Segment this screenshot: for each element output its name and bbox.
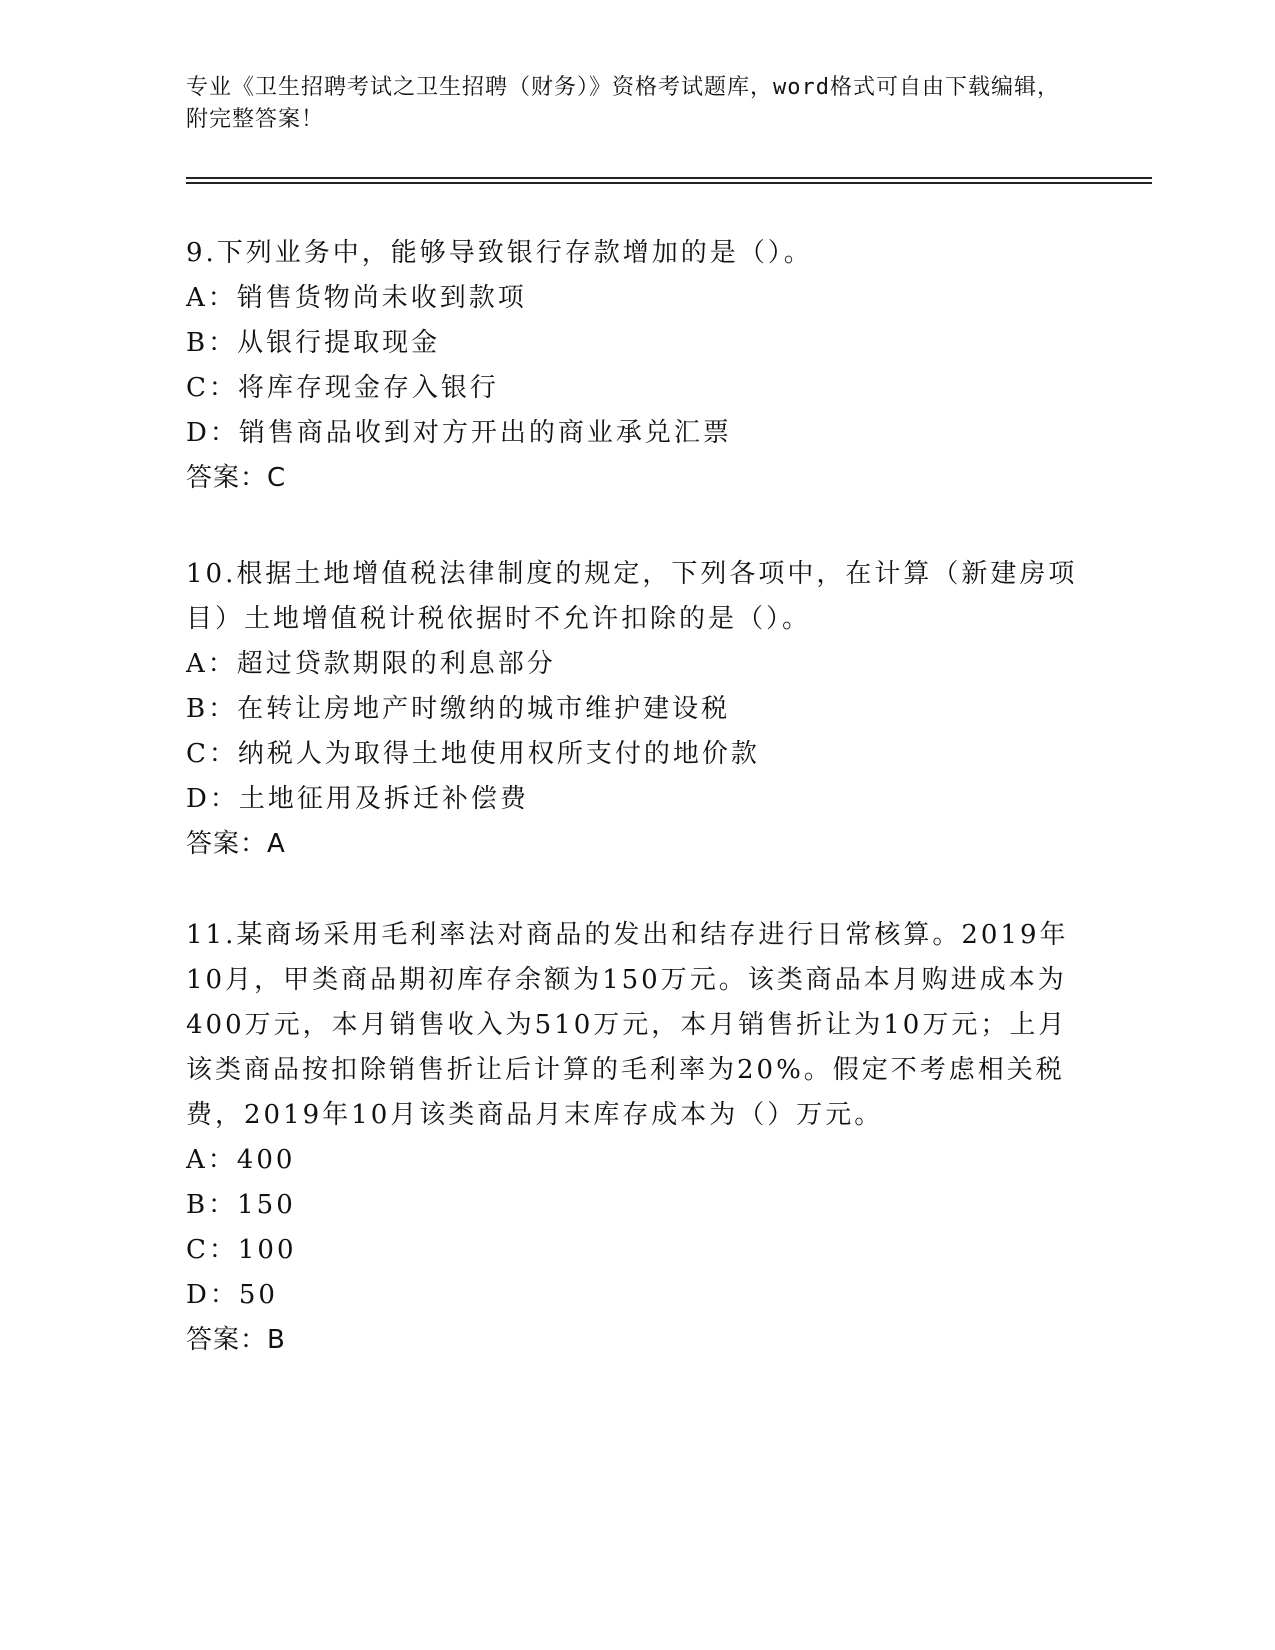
header-divider-bottom	[186, 182, 1152, 184]
question-stem: 9.下列业务中，能够导致银行存款增加的是（）。	[186, 238, 813, 268]
option-c: C：纳税人为取得土地使用权所支付的地价款	[186, 739, 760, 769]
document-header	[186, 72, 1076, 136]
answer: 答案：C	[186, 463, 287, 493]
option-b: B：在转让房地产时缴纳的城市维护建设税	[186, 694, 731, 724]
option-a: A：超过贷款期限的利息部分	[186, 649, 556, 679]
answer: 答案：A	[186, 829, 286, 859]
question-stem: 11.某商场采用毛利率法对商品的发出和结存进行日常核算。2019年10月，甲类商品期初库存余额为150万元。该类商品本月购进成本为400万元，本月销售收入为510万元，本月销售折让为10万元；上月该类商品按扣除销售折让后计算的毛利率为20%。假定不考虑相关税费，2019年10月该类商品月末库存成本为（）万元。	[186, 920, 1069, 1130]
option-b: B：150	[186, 1190, 296, 1220]
header-text: 专业《卫生招聘考试之卫生招聘（财务）》资格考试题库，word格式可自由下载编辑，附完整答案！	[186, 75, 1060, 132]
question-9	[186, 231, 1086, 501]
question-10	[186, 552, 1086, 867]
question-stem: 10.根据土地增值税法律制度的规定，下列各项中，在计算（新建房项目）土地增值税计税依据时不允许扣除的是（）。	[186, 559, 1078, 634]
answer: 答案：B	[186, 1325, 286, 1355]
option-c: C：100	[186, 1235, 297, 1265]
option-d: D：销售商品收到对方开出的商业承兑汇票	[186, 418, 732, 448]
option-d: D：50	[186, 1280, 278, 1310]
option-a: A：销售货物尚未收到款项	[186, 283, 527, 313]
option-a: A：400	[186, 1145, 296, 1175]
option-c: C：将库存现金存入银行	[186, 373, 499, 403]
question-11	[186, 913, 1086, 1363]
header-divider-top	[186, 177, 1152, 179]
option-b: B：从银行提取现金	[186, 328, 441, 358]
option-d: D：土地征用及拆迁补偿费	[186, 784, 529, 814]
